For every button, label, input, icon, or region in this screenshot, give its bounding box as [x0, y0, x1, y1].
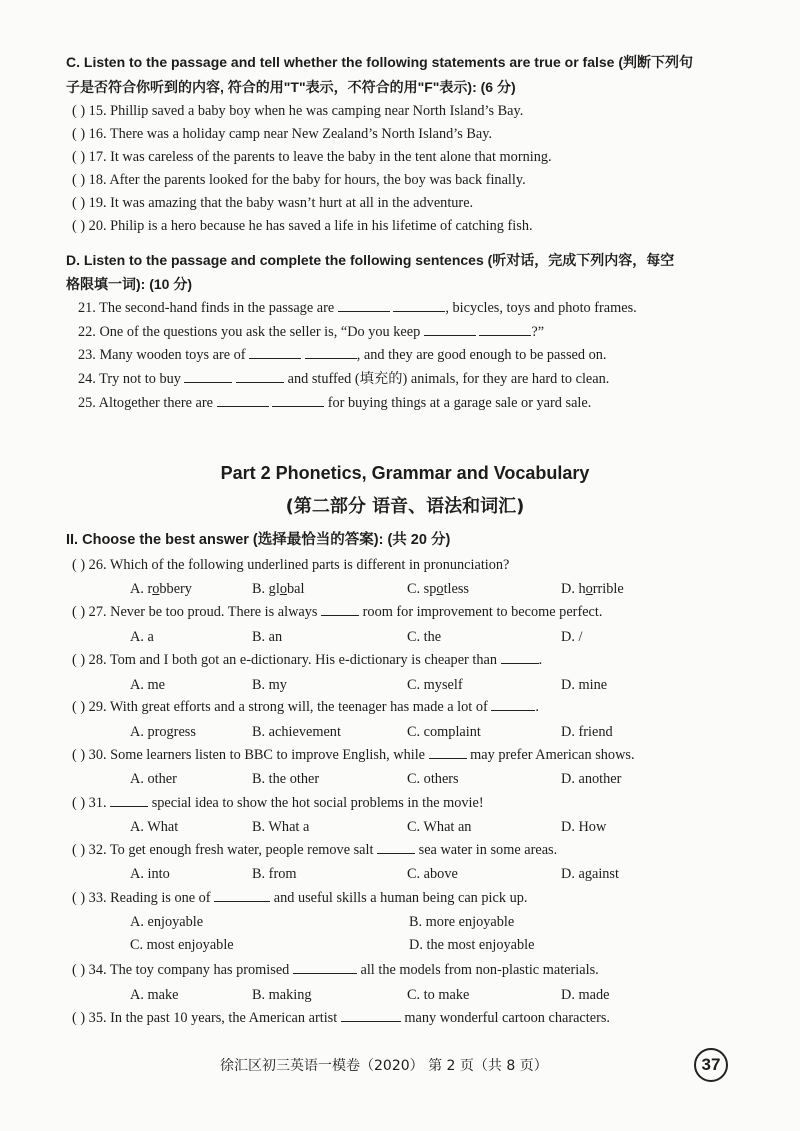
q28-option-b[interactable]: B. my — [252, 677, 287, 693]
q27-option-b[interactable]: B. an — [252, 629, 283, 645]
sentence-25: 25. Altogether there are for buying things at a garage sale or yard sale. — [78, 395, 592, 411]
q33-option-d[interactable]: D. the most enjoyable — [409, 937, 535, 953]
blank-24a[interactable] — [184, 370, 232, 383]
question-34-stem: ( ) 34. The toy company has promised all the models from non-plastic materials. — [72, 962, 599, 978]
q33-option-b[interactable]: B. more enjoyable — [409, 914, 515, 930]
sentence-24: 24. Try not to buy and stuffed (填充的) animals, for they are hard to clean. — [78, 371, 610, 387]
section-c-heading-line1: C. Listen to the passage and tell whether the following statements are true or false (判断下列句 — [66, 54, 693, 70]
blank-21a[interactable] — [338, 299, 390, 312]
sentence-23: 23. Many wooden toys are of , and they are good enough to be passed on. — [78, 347, 607, 363]
q28-option-a[interactable]: A. me — [130, 677, 165, 693]
blank-22a[interactable] — [424, 323, 476, 336]
q33-option-a[interactable]: A. enjoyable — [130, 914, 204, 930]
page-number-badge: 37 — [694, 1048, 728, 1082]
q29-option-d[interactable]: D. friend — [561, 724, 613, 740]
statement-19: ( ) 19. It was amazing that the baby wasn’t hurt at all in the adventure. — [72, 195, 474, 211]
blank-27[interactable] — [321, 603, 359, 616]
q29-option-c[interactable]: C. complaint — [407, 724, 481, 740]
blank-25a[interactable] — [217, 394, 269, 407]
question-30-stem: ( ) 30. Some learners listen to BBC to improve English, while may prefer American shows. — [72, 747, 635, 763]
blank-23b[interactable] — [305, 346, 357, 359]
sentence-22: 22. One of the questions you ask the seller is, “Do you keep ?” — [78, 324, 545, 340]
q34-option-a[interactable]: A. make — [130, 987, 179, 1003]
q34-option-b[interactable]: B. making — [252, 987, 312, 1003]
blank-35[interactable] — [341, 1009, 401, 1022]
blank-25b[interactable] — [272, 394, 324, 407]
q31-option-b[interactable]: B. What a — [252, 819, 310, 835]
q29-option-b[interactable]: B. achievement — [252, 724, 341, 740]
statement-18: ( ) 18. After the parents looked for the baby for hours, the boy was back finally. — [72, 172, 526, 188]
q31-option-a[interactable]: A. What — [130, 819, 179, 835]
q28-option-c[interactable]: C. myself — [407, 677, 463, 693]
q31-option-c[interactable]: C. What an — [407, 819, 472, 835]
section-ii-heading: II. Choose the best answer (选择最恰当的答案): (共 20 分) — [66, 532, 451, 548]
section-d-heading-line2: 格限填一词): (10 分) — [66, 276, 192, 292]
blank-32[interactable] — [377, 841, 415, 854]
blank-31[interactable] — [110, 794, 148, 807]
q31-option-d[interactable]: D. How — [561, 819, 607, 835]
blank-28[interactable] — [501, 651, 539, 664]
q32-option-b[interactable]: B. from — [252, 866, 297, 882]
q26-option-c[interactable]: C. spotless — [407, 581, 469, 597]
question-29-stem: ( ) 29. With great efforts and a strong will, the teenager has made a lot of . — [72, 699, 539, 715]
question-28-stem: ( ) 28. Tom and I both got an e-dictionary. His e-dictionary is cheaper than . — [72, 652, 543, 668]
blank-33[interactable] — [214, 889, 270, 902]
part2-title: Part 2 Phonetics, Grammar and Vocabulary — [220, 463, 590, 483]
blank-21b[interactable] — [393, 299, 445, 312]
q30-option-b[interactable]: B. the other — [252, 771, 320, 787]
question-31-stem: ( ) 31. special idea to show the hot social problems in the movie! — [72, 795, 484, 811]
page-footer: 徐汇区初三英语一模卷（2020） 第 2 页（共 8 页） — [220, 1058, 548, 1074]
q30-option-d[interactable]: D. another — [561, 771, 622, 787]
q26-option-b[interactable]: B. global — [252, 581, 305, 597]
q26-option-d[interactable]: D. horrible — [561, 581, 624, 597]
statement-15: ( ) 15. Phillip saved a baby boy when he was camping near North Island’s Bay. — [72, 103, 524, 119]
statement-20: ( ) 20. Philip is a hero because he has saved a life in his lifetime of catching fish. — [72, 218, 533, 234]
q27-option-d[interactable]: D. / — [561, 629, 583, 645]
statement-16: ( ) 16. There was a holiday camp near New Zealand’s North Island’s Bay. — [72, 126, 493, 142]
q30-option-c[interactable]: C. others — [407, 771, 459, 787]
blank-24b[interactable] — [236, 370, 284, 383]
blank-23a[interactable] — [249, 346, 301, 359]
blank-30[interactable] — [429, 746, 467, 759]
q32-option-a[interactable]: A. into — [130, 866, 170, 882]
question-32-stem: ( ) 32. To get enough fresh water, people remove salt sea water in some areas. — [72, 842, 558, 858]
q30-option-a[interactable]: A. other — [130, 771, 177, 787]
question-27-stem: ( ) 27. Never be too proud. There is always room for improvement to become perfect. — [72, 604, 603, 620]
q33-option-c[interactable]: C. most enjoyable — [130, 937, 234, 953]
q28-option-d[interactable]: D. mine — [561, 677, 608, 693]
section-d-heading-line1: D. Listen to the passage and complete the following sentences (听对话，完成下列内容，每空 — [66, 252, 675, 268]
q26-option-a[interactable]: A. robbery — [130, 581, 192, 597]
section-c-heading-line2: 子是否符合你听到的内容, 符合的用"T"表示，不符合的用"F"表示): (6 分) — [66, 79, 516, 95]
question-26-stem: ( ) 26. Which of the following underlined parts is different in pronunciation? — [72, 557, 510, 573]
q32-option-d[interactable]: D. against — [561, 866, 619, 882]
part2-subtitle: (第二部分 语音、语法和词汇) — [285, 496, 525, 517]
q27-option-a[interactable]: A. a — [130, 629, 154, 645]
q34-option-c[interactable]: C. to make — [407, 987, 470, 1003]
sentence-21: 21. The second-hand finds in the passage are , bicycles, toys and photo frames. — [78, 300, 637, 316]
q34-option-d[interactable]: D. made — [561, 987, 610, 1003]
q27-option-c[interactable]: C. the — [407, 629, 442, 645]
question-33-stem: ( ) 33. Reading is one of and useful skills a human being can pick up. — [72, 890, 528, 906]
blank-34[interactable] — [293, 961, 357, 974]
q32-option-c[interactable]: C. above — [407, 866, 458, 882]
question-35-stem: ( ) 35. In the past 10 years, the American artist many wonderful cartoon characters. — [72, 1010, 610, 1026]
blank-29[interactable] — [491, 698, 535, 711]
q29-option-a[interactable]: A. progress — [130, 724, 196, 740]
statement-17: ( ) 17. It was careless of the parents to leave the baby in the tent alone that morning. — [72, 149, 552, 165]
blank-22b[interactable] — [479, 323, 531, 336]
